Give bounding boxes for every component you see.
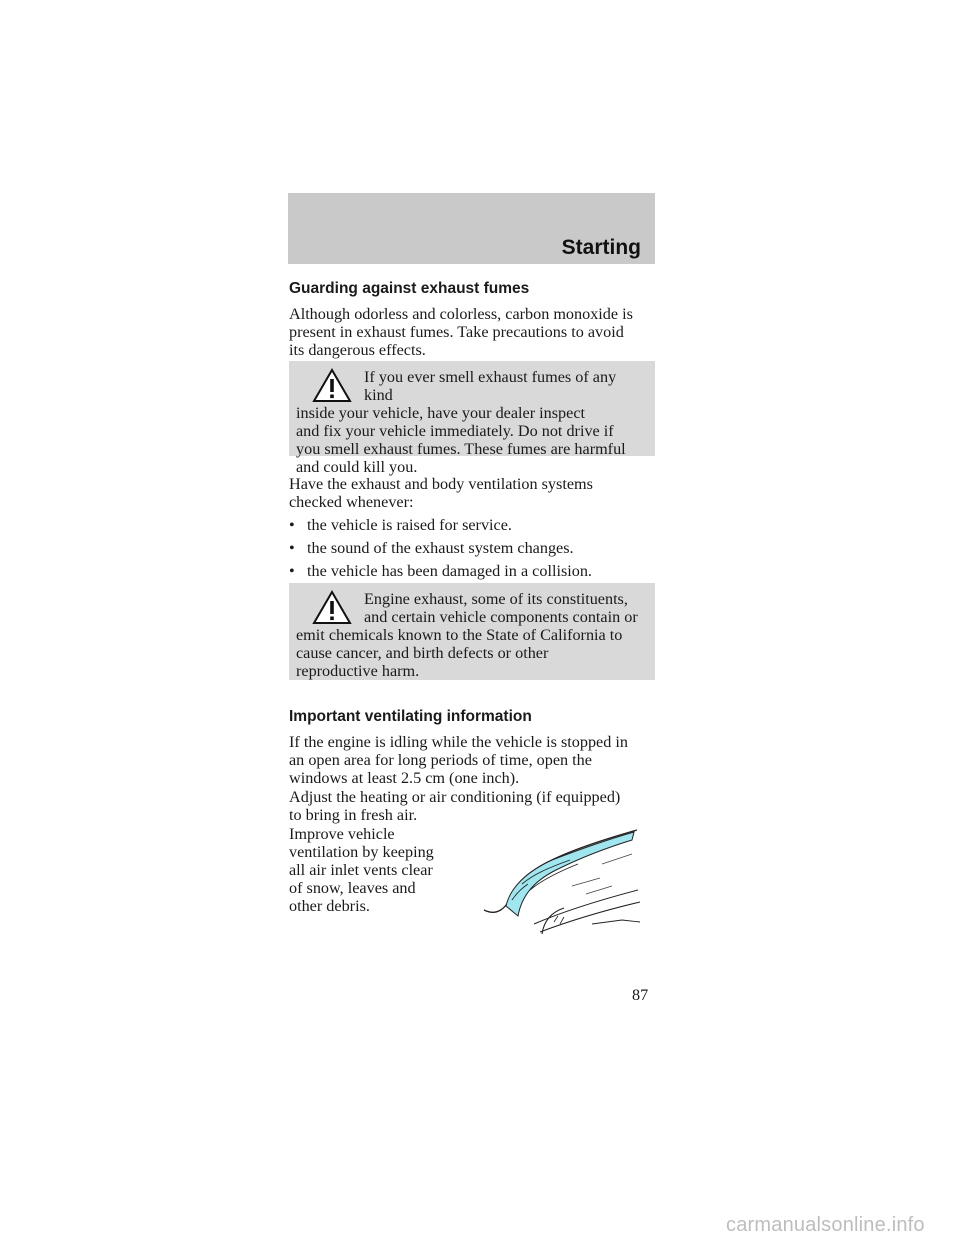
warning-triangle-icon — [312, 368, 352, 404]
paragraph-line: other debris. — [289, 897, 370, 915]
watermark: carmanualsonline.info — [726, 1214, 925, 1236]
paragraph-line: windows at least 2.5 cm (one inch). — [289, 769, 520, 787]
paragraph-line: Adjust the heating or air conditioning (if equipped) — [289, 788, 621, 806]
check-intro-line: Have the exhaust and body ventilation systems — [289, 475, 593, 493]
warning-text-line: Engine exhaust, some of its constituents, — [364, 590, 628, 608]
section-header — [288, 193, 655, 264]
paragraph-line: to bring in fresh air. — [289, 806, 418, 824]
paragraph-line: an open area for long periods of time, open the — [289, 751, 592, 769]
section-heading-exhaust — [289, 279, 655, 299]
intro-line: Although odorless and colorless, carbon monoxide is — [289, 305, 633, 323]
warning-text-line: inside your vehicle, have your dealer inspect — [296, 404, 586, 422]
list-item: • the vehicle is raised for service. — [289, 516, 512, 534]
intro-line: present in exhaust fumes. Take precautions to avoid — [289, 323, 624, 341]
ventilating-paragraph-3 — [289, 825, 479, 915]
ventilating-paragraph-2 — [289, 788, 655, 824]
warning-triangle-icon — [312, 590, 352, 626]
bullet-list — [289, 516, 655, 580]
list-item-text: the vehicle is raised for service. — [307, 516, 512, 534]
warning-box-california — [289, 583, 655, 680]
intro-line: its dangerous effects. — [289, 341, 426, 359]
page-number: 87 — [632, 986, 649, 1004]
paragraph-line: ventilation by keeping — [289, 843, 434, 861]
paragraph-line: all air inlet vents clear — [289, 861, 433, 879]
warning-text-line: If you ever smell exhaust fumes of any kind — [364, 368, 617, 404]
warning-text-line: reproductive harm. — [296, 662, 420, 680]
cowl-air-inlet-vent-illustration — [482, 824, 642, 936]
warning-text-line: emit chemicals known to the State of California to — [296, 626, 623, 644]
list-item-text: the vehicle has been damaged in a collision. — [307, 562, 592, 580]
ventilating-paragraph-1 — [289, 733, 655, 787]
paragraph-line: If the engine is idling while the vehicle is stopped in — [289, 733, 628, 751]
section-heading-ventilating — [289, 707, 655, 727]
list-item-text: the sound of the exhaust system changes. — [307, 539, 574, 557]
warning-box-exhaust — [289, 361, 655, 476]
heading-guarding-exhaust: Guarding against exhaust fumes — [289, 280, 530, 297]
warning-text-line: cause cancer, and birth defects or other — [296, 644, 549, 662]
check-intro-line: checked whenever: — [289, 493, 414, 511]
paragraph-line: of snow, leaves and — [289, 879, 416, 897]
section-title: Starting — [561, 236, 641, 259]
warning-text-line: you smell exhaust fumes. These fumes are harmful — [296, 440, 626, 458]
warning-text-line: and fix your vehicle immediately. Do not drive if — [296, 422, 614, 440]
list-item: • the vehicle has been damaged in a collision. — [289, 562, 592, 580]
paragraph-line: Improve vehicle — [289, 825, 395, 843]
warning-text-line: and certain vehicle components contain or — [364, 608, 638, 626]
heading-ventilating: Important ventilating information — [289, 708, 532, 725]
check-intro-paragraph — [289, 475, 655, 511]
list-item: • the sound of the exhaust system changes. — [289, 539, 574, 557]
warning-text-line: and could kill you. — [296, 458, 418, 476]
intro-paragraph — [289, 305, 655, 359]
